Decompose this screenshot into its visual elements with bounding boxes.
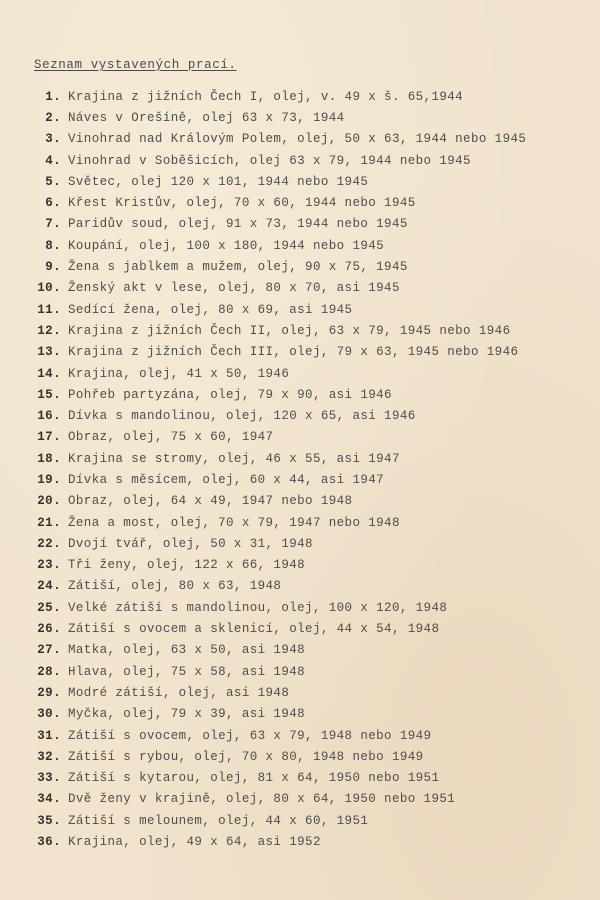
item-text: Zátiší s melounem, olej, 44 x 60, 1951 (68, 813, 369, 828)
list-item (28, 831, 588, 852)
item-text: Krajina z jižních Čech I, olej, v. 49 x š. 65,1944 (68, 89, 464, 104)
item-text: Paridův soud, olej, 91 x 73, 1944 nebo 1945 (68, 217, 408, 232)
list-item (28, 597, 588, 618)
item-text: Krajina z jižních Čech III, olej, 79 x 63, 1945 nebo 1946 (68, 345, 519, 360)
list-item (28, 320, 588, 341)
item-number: 7. (45, 217, 61, 232)
item-text: Hlava, olej, 75 x 58, asi 1948 (68, 664, 306, 679)
item-text: Náves v Orešíně, olej 63 x 73, 1944 (68, 110, 345, 125)
item-number: 24. (37, 579, 61, 594)
item-text: Krajina z jižních Čech II, olej, 63 x 79, 1945 nebo 1946 (68, 323, 511, 338)
list-item (28, 129, 588, 150)
item-number: 15. (37, 387, 61, 402)
list-item (28, 107, 588, 128)
item-number: 32. (37, 749, 61, 764)
item-text: Velké zátiší s mandolinou, olej, 100 x 120, 1948 (68, 600, 448, 615)
item-number: 17. (37, 430, 61, 445)
list-item (28, 235, 588, 256)
item-number: 22. (37, 536, 61, 551)
list-item (28, 214, 588, 235)
list-item (28, 363, 588, 384)
item-text: Zátiší s ovocem a sklenicí, olej, 44 x 54, 1948 (68, 622, 440, 637)
item-text: Krajina, olej, 49 x 64, asi 1952 (68, 835, 321, 850)
item-text: Sedící žena, olej, 80 x 69, asi 1945 (68, 302, 353, 317)
item-number: 29. (37, 685, 61, 700)
item-text: Krajina, olej, 41 x 50, 1946 (68, 366, 290, 381)
item-number: 5. (45, 174, 61, 189)
list-item (28, 448, 588, 469)
item-number: 4. (45, 153, 61, 168)
list-item (28, 384, 588, 405)
item-number: 20. (37, 494, 61, 509)
list-item (28, 533, 588, 554)
item-text: Žena a most, olej, 70 x 79, 1947 nebo 1948 (68, 515, 400, 530)
item-text: Dvě ženy v krajině, olej, 80 x 64, 1950 nebo 1951 (68, 792, 456, 807)
list-item (28, 725, 588, 746)
item-number: 31. (37, 728, 61, 743)
item-text: Obraz, olej, 75 x 60, 1947 (68, 430, 274, 445)
list-item (28, 682, 588, 703)
item-number: 12. (37, 323, 61, 338)
item-number: 21. (37, 515, 61, 530)
works-list (28, 86, 588, 853)
item-number: 34. (37, 792, 61, 807)
item-number: 3. (45, 132, 61, 147)
item-number: 30. (37, 707, 61, 722)
list-item (28, 704, 588, 725)
item-text: Obraz, olej, 64 x 49, 1947 nebo 1948 (68, 494, 353, 509)
item-number: 8. (45, 238, 61, 253)
list-item (28, 278, 588, 299)
item-number: 16. (37, 409, 61, 424)
list-item (28, 427, 588, 448)
item-text: Dvojí tvář, olej, 50 x 31, 1948 (68, 536, 313, 551)
item-text: Zátiší s kytarou, olej, 81 x 64, 1950 nebo 1951 (68, 771, 440, 786)
item-text: Matka, olej, 63 x 50, asi 1948 (68, 643, 306, 658)
item-text: Vinohrad v Soběšicích, olej 63 x 79, 1944 nebo 1945 (68, 153, 471, 168)
item-number: 19. (37, 472, 61, 487)
item-number: 2. (45, 110, 61, 125)
item-text: Žena s jablkem a mužem, olej, 90 x 75, 1945 (68, 260, 408, 275)
list-item (28, 618, 588, 639)
list-item (28, 405, 588, 426)
list-item (28, 789, 588, 810)
item-number: 36. (37, 835, 61, 850)
item-text: Světec, olej 120 x 101, 1944 nebo 1945 (68, 174, 369, 189)
item-text: Myčka, olej, 79 x 39, asi 1948 (68, 707, 306, 722)
item-number: 18. (37, 451, 61, 466)
item-number: 33. (37, 771, 61, 786)
item-text: Koupání, olej, 100 x 180, 1944 nebo 1945 (68, 238, 385, 253)
item-text: Dívka s mandolinou, olej, 120 x 65, asi 1946 (68, 409, 416, 424)
item-number: 11. (37, 302, 61, 317)
item-text: Zátiší s ovocem, olej, 63 x 79, 1948 nebo 1949 (68, 728, 432, 743)
item-text: Ženský akt v lese, olej, 80 x 70, asi 1945 (68, 281, 400, 296)
item-number: 1. (45, 89, 61, 104)
item-text: Tři ženy, olej, 122 x 66, 1948 (68, 558, 306, 573)
list-item (28, 342, 588, 363)
item-text: Dívka s měsícem, olej, 60 x 44, asi 1947 (68, 472, 385, 487)
item-text: Zátiší, olej, 80 x 63, 1948 (68, 579, 282, 594)
list-item (28, 555, 588, 576)
item-text: Křest Kristův, olej, 70 x 60, 1944 nebo 1945 (68, 196, 416, 211)
item-number: 28. (37, 664, 61, 679)
item-text: Modré zátiší, olej, asi 1948 (68, 685, 290, 700)
item-number: 13. (37, 345, 61, 360)
list-item (28, 491, 588, 512)
item-number: 6. (45, 196, 61, 211)
list-item (28, 86, 588, 107)
item-text: Pohřeb partyzána, olej, 79 x 90, asi 1946 (68, 387, 392, 402)
list-item (28, 469, 588, 490)
list-item (28, 512, 588, 533)
list-heading: Seznam vystavených prací. (34, 58, 237, 72)
item-text: Zátiší s rybou, olej, 70 x 80, 1948 nebo 1949 (68, 749, 424, 764)
item-text: Krajina se stromy, olej, 46 x 55, asi 1947 (68, 451, 400, 466)
list-item (28, 192, 588, 213)
list-item (28, 171, 588, 192)
item-number: 10. (37, 281, 61, 296)
item-number: 23. (37, 558, 61, 573)
item-number: 35. (37, 813, 61, 828)
list-item (28, 768, 588, 789)
item-number: 14. (37, 366, 61, 381)
item-number: 9. (45, 260, 61, 275)
list-item (28, 256, 588, 277)
list-item (28, 661, 588, 682)
item-number: 27. (37, 643, 61, 658)
item-number: 26. (37, 622, 61, 637)
item-number: 25. (37, 600, 61, 615)
list-item (28, 810, 588, 831)
list-item (28, 576, 588, 597)
list-item (28, 150, 588, 171)
list-item (28, 640, 588, 661)
item-text: Vinohrad nad Královým Polem, olej, 50 x 63, 1944 nebo 1945 (68, 132, 527, 147)
list-item (28, 746, 588, 767)
list-item (28, 299, 588, 320)
